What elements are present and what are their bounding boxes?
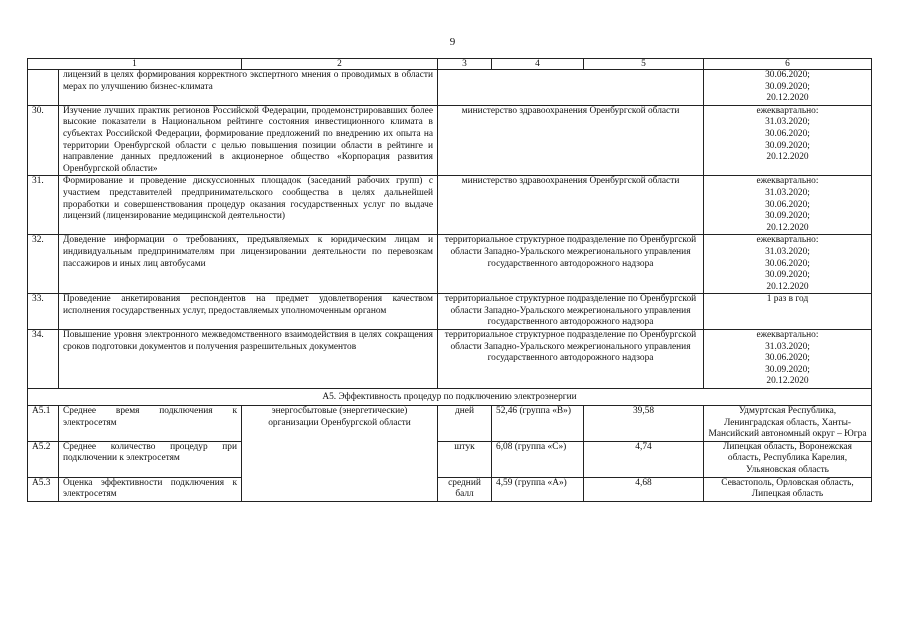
- deadline-line: ежеквартально:: [756, 235, 819, 246]
- row-number: 33.: [28, 294, 59, 330]
- row-number: 32.: [28, 235, 59, 294]
- indicator-code: А5.3: [28, 477, 59, 501]
- indicator-code: А5.1: [28, 406, 59, 442]
- indicator-code: А5.2: [28, 441, 59, 477]
- activity-text: лицензий в целях формирования корректного экспертного мнения о проводимых в области мерах по улучшению бизнес-климата: [59, 70, 438, 106]
- indicator-leaders: Удмуртская Республика, Ленинградская область, Ханты-Мансийский автономный округ – Югра: [704, 406, 872, 442]
- responsible-cell: [438, 70, 704, 106]
- activity-text: Повышение уровня электронного межведомственного взаимодействия в целях сокращения сроков подготовки документов и получения разрешительных документов: [59, 330, 438, 389]
- deadline-line: 30.06.2020;: [765, 128, 810, 139]
- indicator-leaders: Липецкая область, Воронежская область, Республика Карелия, Ульяновская область: [704, 441, 872, 477]
- indicator-name: Среднее время подключения к электросетям: [59, 406, 242, 442]
- header-col-5: 5: [584, 59, 704, 70]
- deadline-line: 20.12.2020: [766, 281, 809, 292]
- table-row-continuation: [28, 70, 872, 106]
- section-heading-row: [28, 389, 872, 406]
- header-col-1: 1: [28, 59, 242, 70]
- deadline-line: 20.12.2020: [766, 222, 809, 233]
- activity-text: Формирование и проведение дискуссионных площадок (заседаний рабочих групп) с участием представителей предпринимательского сообщества в целях дальнейшей проработки и совершенствования процедур оказания государственных услуг по выдаче лицензий (лицензирование медицинской деятельности): [59, 176, 438, 235]
- indicator-target: 4,74: [584, 441, 704, 477]
- indicator-target: 39,58: [584, 406, 704, 442]
- deadline-line: 30.06.2020;: [765, 199, 810, 210]
- indicator-name: Среднее количество процедур при подключении к электросетям: [59, 441, 242, 477]
- deadline-line: 31.03.2020;: [765, 187, 810, 198]
- section-title: А5. Эффективность процедур по подключению электроэнергии: [28, 389, 872, 406]
- row-number: 30.: [28, 105, 59, 176]
- deadline-line: 30.09.2020;: [765, 81, 810, 92]
- responsible-cell: территориальное структурное подразделение по Оренбургской области Западно-Уральского межрегионального управления государственного автодорожного надзора: [438, 235, 704, 294]
- deadline-line: 30.06.2020;: [765, 353, 810, 364]
- deadline-cell: [704, 176, 872, 235]
- indicator-value-group: 52,46 (группа «В»): [492, 406, 584, 442]
- page-number: 9: [449, 36, 456, 48]
- table-row: [28, 235, 872, 294]
- header-col-3: 3: [438, 59, 492, 70]
- deadline-line: 30.09.2020;: [765, 140, 810, 151]
- deadline-line: 30.09.2020;: [765, 364, 810, 375]
- deadline-cell: [704, 294, 872, 330]
- deadline-line: ежеквартально:: [756, 330, 819, 341]
- deadline-line: ежеквартально:: [756, 176, 819, 187]
- indicator-unit: средний балл: [438, 477, 492, 501]
- deadline-cell: [704, 235, 872, 294]
- deadline-cell: [704, 105, 872, 176]
- indicator-responsible: энергосбытовые (энергетические) организации Оренбургской области: [242, 406, 438, 502]
- responsible-cell: территориальное структурное подразделение по Оренбургской области Западно-Уральского межрегионального управления государственного автодорожного надзора: [438, 330, 704, 389]
- indicator-target: 4,68: [584, 477, 704, 501]
- responsible-cell: министерство здравоохранения Оренбургской области: [438, 176, 704, 235]
- column-number-header: [28, 59, 872, 70]
- activity-text: Доведение информации о требованиях, предъявляемых к юридическим лицам и индивидуальным предпринимателям при лицензировании деятельности по перевозкам пассажиров и иных лиц автобусами: [59, 235, 438, 294]
- deadline-line: 30.09.2020;: [765, 270, 810, 281]
- responsible-cell: министерство здравоохранения Оренбургской области: [438, 105, 704, 176]
- activity-text: Изучение лучших практик регионов Российской Федерации, продемонстрировавших более высокие показатели в Национальном рейтинге состояния инвестиционного климата в субъектах Российской Федерации, формирование предложений по внедрению их опыта на территории Оренбургской области с целью повышения позиции области в рейтинге и направление данных предложений в акционерное общество «Корпорация развития Оренбургской области»: [59, 105, 438, 176]
- deadline-line: 30.06.2020;: [765, 70, 810, 80]
- deadline-line: 30.06.2020;: [765, 258, 810, 269]
- deadline-line: 30.09.2020;: [765, 211, 810, 222]
- deadline-line: 31.03.2020;: [765, 117, 810, 128]
- action-plan-table: [27, 58, 872, 502]
- deadline-line: ежеквартально:: [756, 105, 819, 116]
- deadline-line: 20.12.2020: [766, 152, 809, 163]
- table-row: [28, 330, 872, 389]
- indicator-value-group: 4,59 (группа «А»): [492, 477, 584, 501]
- deadline-cell: [704, 330, 872, 389]
- deadline-line: 31.03.2020;: [765, 246, 810, 257]
- deadline-cell: [704, 70, 872, 106]
- indicator-name: Оценка эффективности подключения к электросетям: [59, 477, 242, 501]
- deadline-line: 20.12.2020: [766, 93, 809, 104]
- indicator-unit: штук: [438, 441, 492, 477]
- table-row: [28, 105, 872, 176]
- table-row: [28, 294, 872, 330]
- header-col-6: 6: [704, 59, 872, 70]
- header-col-2: 2: [242, 59, 438, 70]
- row-number: [28, 70, 59, 106]
- deadline-line: 1 раз в год: [766, 294, 809, 305]
- indicator-unit: дней: [438, 406, 492, 442]
- indicator-row: [28, 477, 872, 501]
- header-col-4: 4: [492, 59, 584, 70]
- row-number: 31.: [28, 176, 59, 235]
- activity-text: Проведение анкетирования респондентов на предмет удовлетворения качеством исполнения государственных услуг, предоставляемых уполномоченным органом: [59, 294, 438, 330]
- deadline-line: 20.12.2020: [766, 376, 809, 387]
- row-number: 34.: [28, 330, 59, 389]
- indicator-row: [28, 441, 872, 477]
- indicator-value-group: 6,08 (группа «С»): [492, 441, 584, 477]
- table-row: [28, 176, 872, 235]
- deadline-line: 31.03.2020;: [765, 341, 810, 352]
- responsible-cell: территориальное структурное подразделение по Оренбургской области Западно-Уральского межрегионального управления государственного автодорожного надзора: [438, 294, 704, 330]
- indicator-row: [28, 406, 872, 442]
- indicator-leaders: Севастополь, Орловская область, Липецкая область: [704, 477, 872, 501]
